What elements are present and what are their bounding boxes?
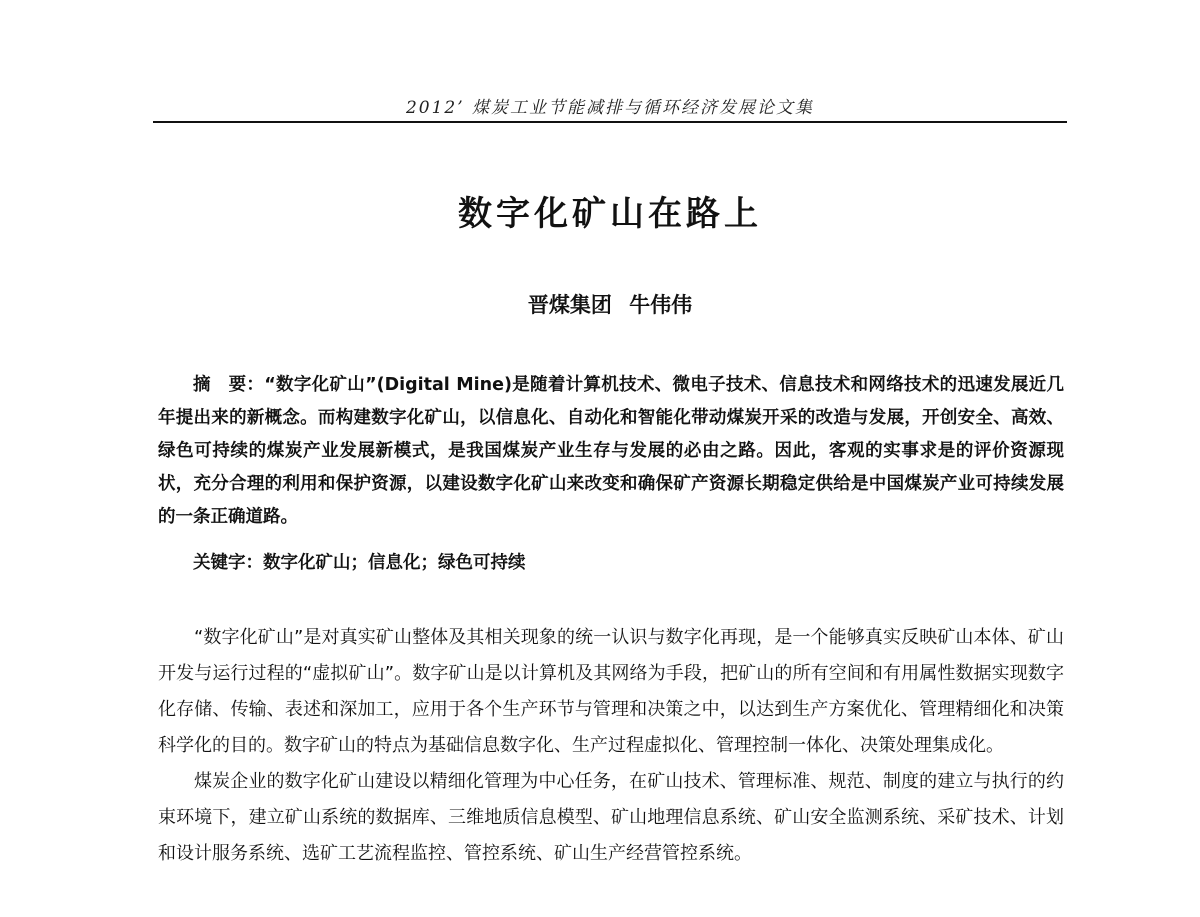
paper-title: 数字化矿山在路上 bbox=[458, 194, 762, 234]
keywords-text: 数字化矿山；信息化；绿色可持续 bbox=[263, 553, 526, 573]
body-paragraph: “数字化矿山”是对真实矿山整体及其相关现象的统一认识与数字化再现，是一个能够真实反映矿山本体、矿山开发与运行过程的“虚拟矿山”。数字矿山是以计算机及其网络为手段，把矿山的所有空间和有用属性数据实现数字化存储、传输、表述和深加工，应用于各个生产环节与管理和决策之中，以达到生产方案优化、管理精细化和决策科学化的目的。数字矿山的特点为基础信息数字化、生产过程虚拟化、管理控制一体化、决策处理集成化。 bbox=[158, 627, 1064, 756]
byline bbox=[153, 289, 1067, 319]
running-header: 2012’ 煤炭工业节能减排与循环经济发展论文集 bbox=[405, 98, 815, 118]
author-name: 牛伟伟 bbox=[629, 293, 693, 317]
abstract-label: 摘 要： bbox=[193, 375, 265, 395]
author-organization: 晋煤集团 bbox=[527, 293, 612, 317]
abstract-text: “数字化矿山”(Digital Mine)是随着计算机技术、微电子技术、信息技术和网络技术的迅速发展近几年提出来的新概念。而构建数字化矿山，以信息化、自动化和智能化带动煤炭开采的改造与发展，开创安全、高效、绿色可持续的煤炭产业发展新模式，是我国煤炭产业生存与发展的必由之路。因此，客观的实事求是的评价资源现状，充分合理的利用和保护资源，以建设数字化矿山来改变和确保矿产资源长期稳定供给是中国煤炭产业可持续发展的一条正确道路。 bbox=[158, 375, 1064, 527]
body-text bbox=[158, 620, 1064, 872]
keywords bbox=[158, 547, 1064, 580]
header-rule bbox=[153, 121, 1067, 123]
abstract bbox=[158, 369, 1064, 534]
keywords-label: 关键字： bbox=[193, 553, 263, 573]
body-paragraph: 煤炭企业的数字化矿山建设以精细化管理为中心任务，在矿山技术、管理标准、规范、制度的建立与执行的约束环境下，建立矿山系统的数据库、三维地质信息模型、矿山地理信息系统、矿山安全监测系统、采矿技术、计划和设计服务系统、选矿工艺流程监控、管控系统、矿山生产经营管控系统。 bbox=[158, 771, 1064, 864]
